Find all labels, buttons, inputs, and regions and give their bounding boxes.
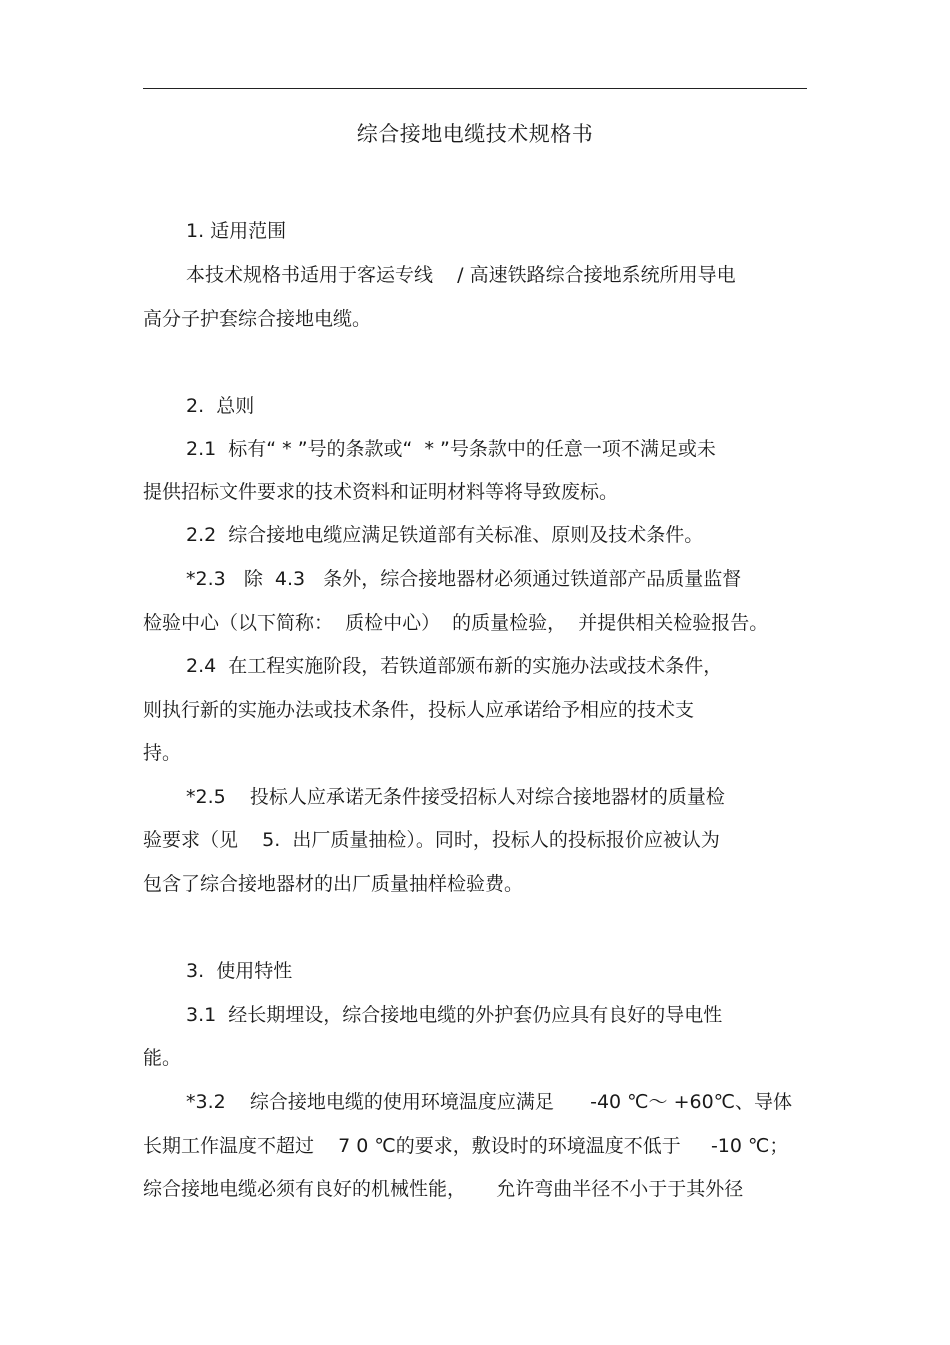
paragraph-line: 验要求（见 5. 出厂质量抽检）。同时，投标人的投标报价应被认为 xyxy=(143,829,720,851)
paragraph-line: 检验中心（以下简称： 质检中心） 的质量检验， 并提供相关检验报告。 xyxy=(143,612,769,634)
section-heading-2: 2. 总则 xyxy=(186,395,255,417)
paragraph-line: 高分子护套综合接地电缆。 xyxy=(143,308,372,330)
paragraph-line: 则执行新的实施办法或技术条件，投标人应承诺给予相应的技术支 xyxy=(143,699,695,721)
paragraph-line: 2.1 标有“ * ”号的条款或“ * ”号条款中的任意一项不满足或未 xyxy=(186,438,716,460)
header-rule xyxy=(143,88,807,89)
paragraph-line: *2.3 除 4.3 条外，综合接地器材必须通过铁道部产品质量监督 xyxy=(186,568,742,590)
paragraph-line: 3.1 经长期埋设，综合接地电缆的外护套仍应具有良好的导电性 xyxy=(186,1004,723,1026)
paragraph-line: *3.2 综合接地电缆的使用环境温度应满足 -40 ℃～ +60℃、导体 xyxy=(186,1091,792,1113)
document-title: 综合接地电缆技术规格书 xyxy=(356,122,594,146)
paragraph-line: *2.5 投标人应承诺无条件接受招标人对综合接地器材的质量检 xyxy=(186,786,725,808)
paragraph-line: 长期工作温度不超过 7 0 ℃的要求，敷设时的环境温度不低于 -10 ℃； xyxy=(143,1135,789,1157)
paragraph-line: 包含了综合接地器材的出厂质量抽样检验费。 xyxy=(143,873,524,895)
paragraph-line: 持。 xyxy=(143,742,182,764)
paragraph-line: 综合接地电缆必须有良好的机械性能， 允许弯曲半径不小于于其外径 xyxy=(143,1178,744,1200)
paragraph-line: 2.4 在工程实施阶段，若铁道部颁布新的实施办法或技术条件， xyxy=(186,655,723,677)
section-heading-3: 3. 使用特性 xyxy=(186,960,293,982)
section-heading-1: 1. 适用范围 xyxy=(186,220,287,242)
paragraph-line: 提供招标文件要求的技术资料和证明材料等将导致废标。 xyxy=(143,481,619,503)
paragraph-line: 能。 xyxy=(143,1047,182,1069)
paragraph-line: 本技术规格书适用于客运专线 / 高速铁路综合接地系统所用导电 xyxy=(186,264,736,286)
paragraph-line: 2.2 综合接地电缆应满足铁道部有关标准、原则及技术条件。 xyxy=(186,524,704,546)
